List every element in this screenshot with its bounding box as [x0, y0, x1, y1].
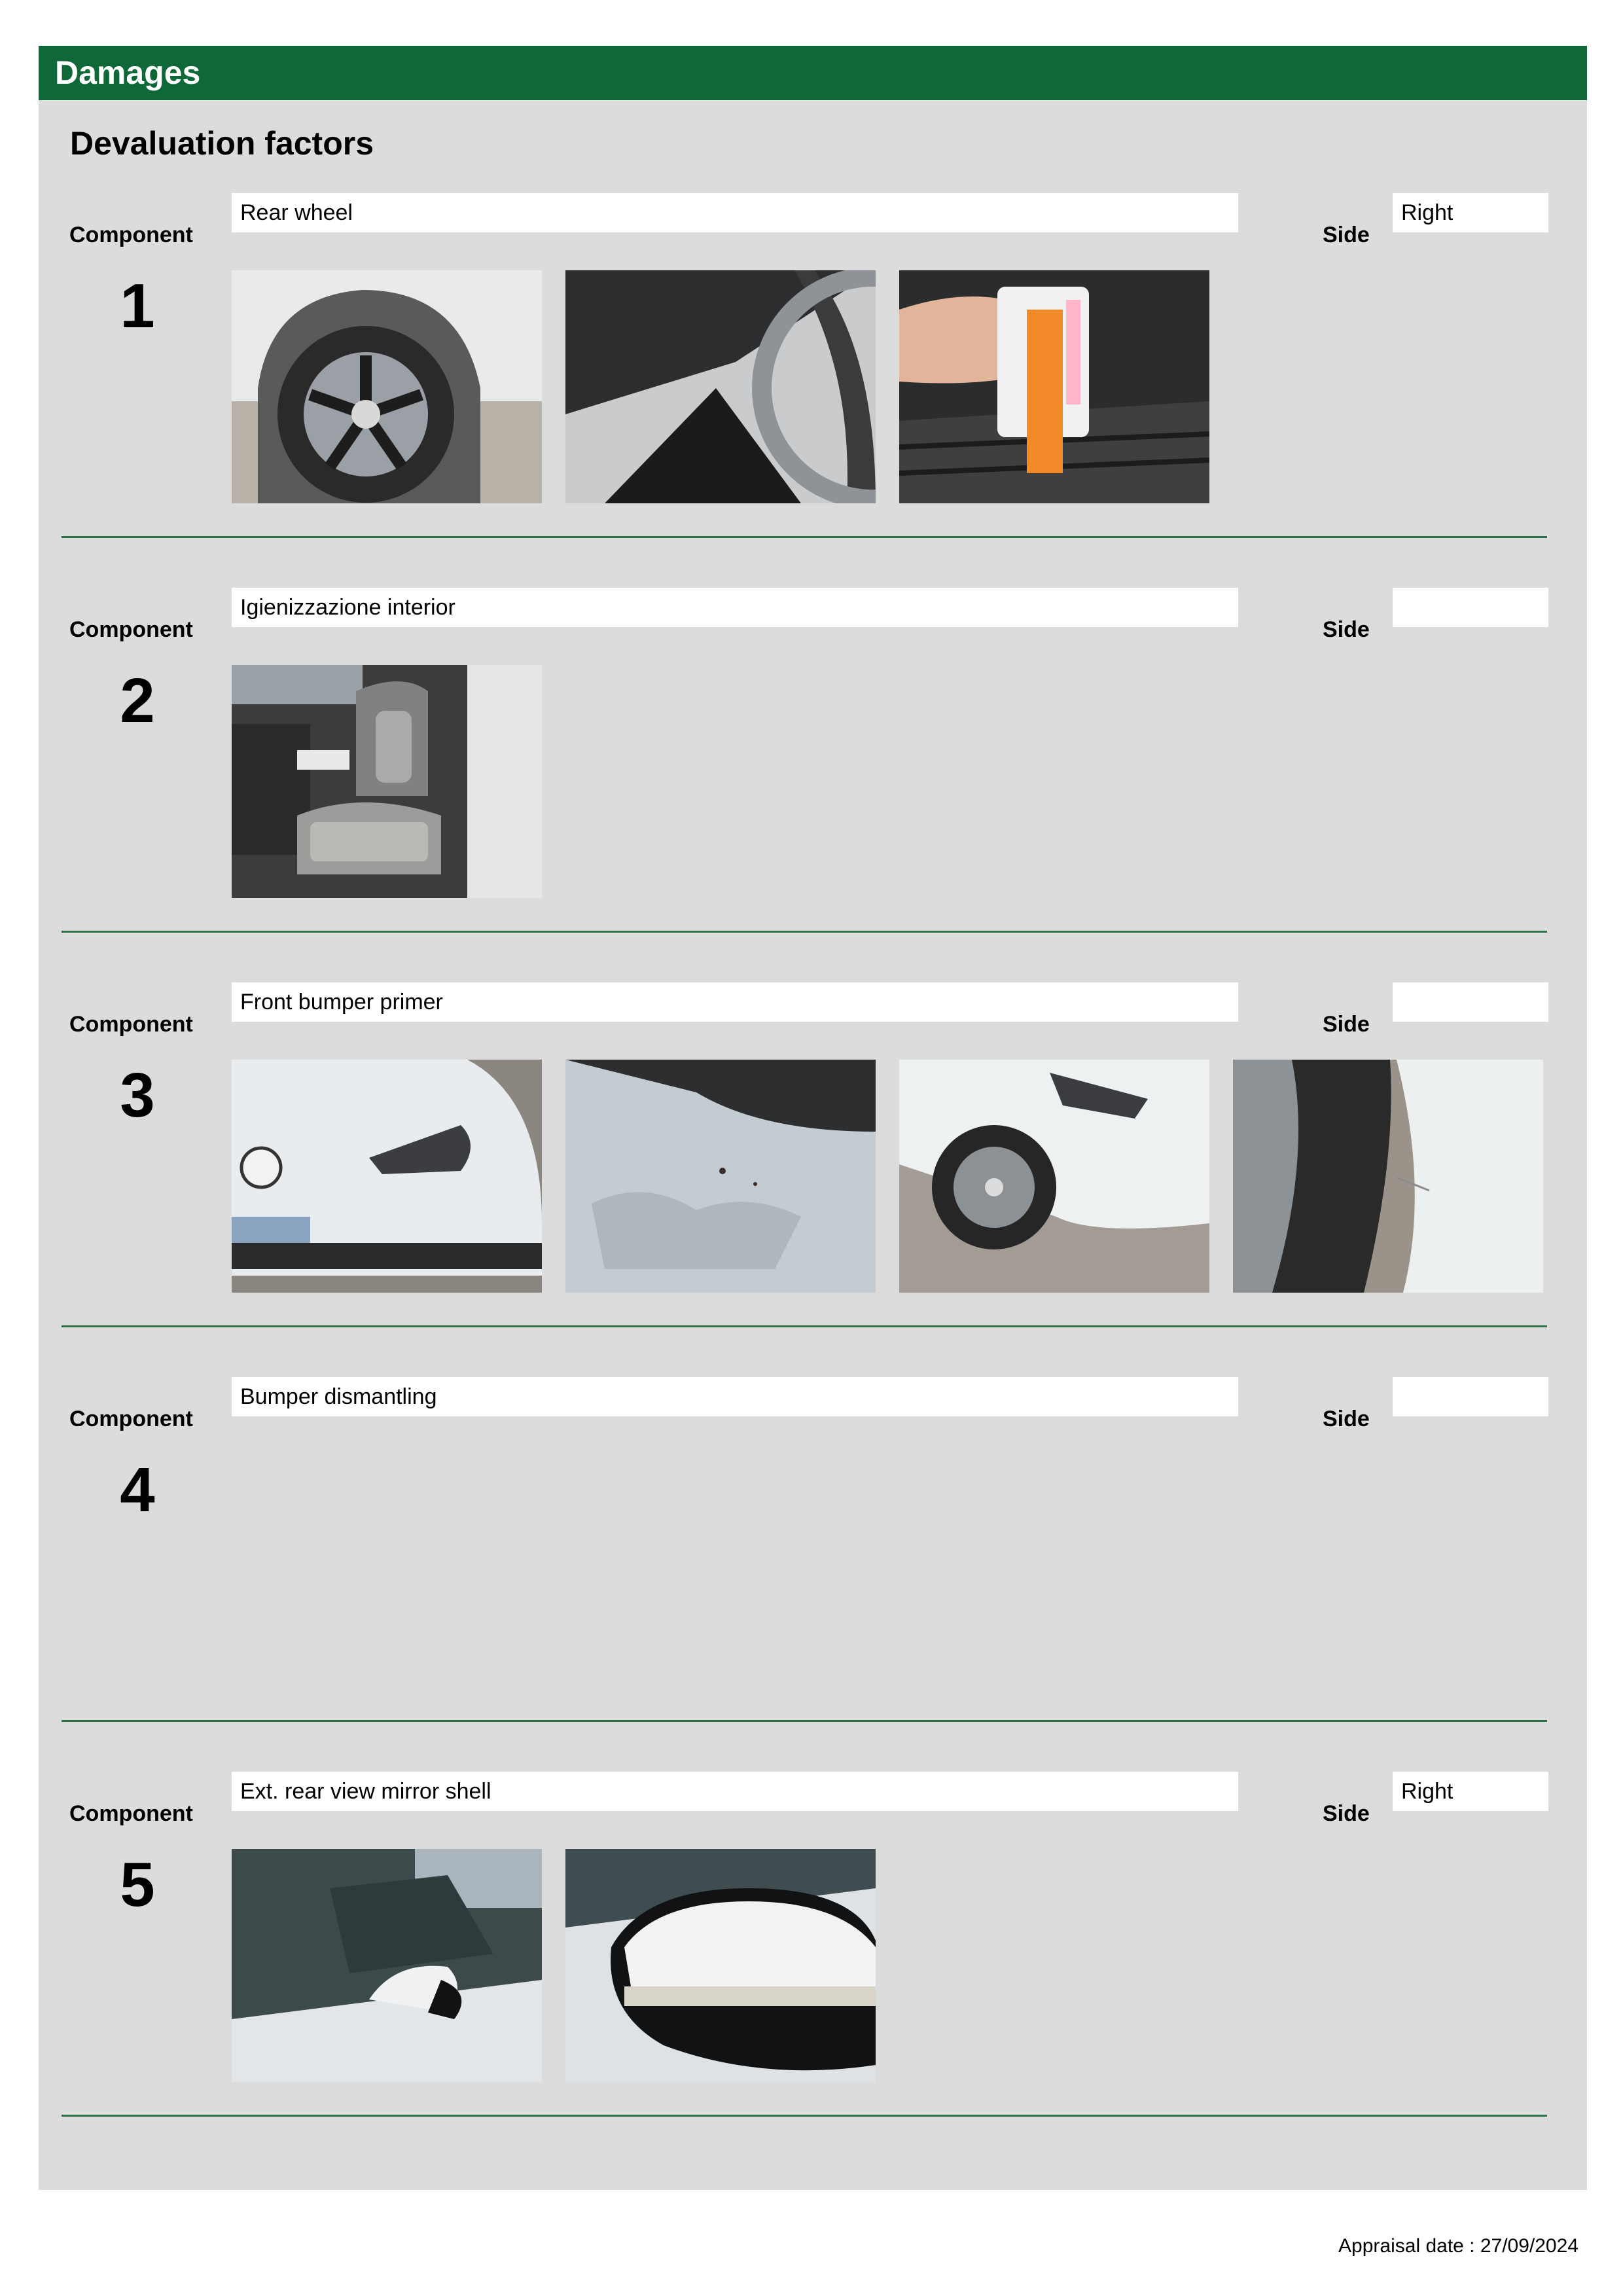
- section-title: Devaluation factors: [70, 125, 374, 162]
- entry-divider: [62, 931, 1547, 933]
- entry-number: 2: [120, 666, 155, 736]
- entry-divider: [62, 1325, 1547, 1327]
- component-field: Bumper dismantling: [232, 1377, 1238, 1416]
- damage-entry-1: [0, 193, 1623, 588]
- damage-entry-4: [0, 1377, 1623, 1772]
- component-field: Rear wheel: [232, 193, 1238, 232]
- side-field: [1393, 982, 1548, 1022]
- bumper-primer-closeup-photo[interactable]: [565, 1060, 876, 1293]
- component-label: Component: [69, 223, 193, 247]
- tread-depth-gauge-photo[interactable]: [899, 270, 1209, 503]
- component-label: Component: [69, 1801, 193, 1826]
- front-bumper-overview-photo[interactable]: [232, 1060, 542, 1293]
- entry-divider: [62, 536, 1547, 538]
- mirror-shell-closeup-photo[interactable]: [565, 1849, 876, 2082]
- damage-entry-5: [0, 1772, 1623, 2166]
- side-label: Side: [1323, 1407, 1370, 1431]
- entry-number: 3: [120, 1060, 155, 1130]
- side-field: Right: [1393, 1772, 1548, 1811]
- rim-scratch-closeup-photo[interactable]: [565, 270, 876, 503]
- component-field: Ext. rear view mirror shell: [232, 1772, 1238, 1811]
- component-label: Component: [69, 1012, 193, 1037]
- component-field: Igienizzazione interior: [232, 588, 1238, 627]
- side-field: Right: [1393, 193, 1548, 232]
- side-label: Side: [1323, 1801, 1370, 1826]
- entry-number: 4: [120, 1455, 155, 1525]
- rear-wheel-overview-photo[interactable]: [232, 270, 542, 503]
- section-header: Damages: [39, 46, 1587, 100]
- side-label: Side: [1323, 223, 1370, 247]
- component-label: Component: [69, 1407, 193, 1431]
- entry-divider: [62, 1720, 1547, 1722]
- component-field: Front bumper primer: [232, 982, 1238, 1022]
- damage-entry-3: [0, 982, 1623, 1377]
- appraisal-date: Appraisal date : 27/09/2024: [1338, 2235, 1578, 2257]
- component-label: Component: [69, 617, 193, 642]
- entry-divider: [62, 2115, 1547, 2117]
- front-wheel-bumper-photo[interactable]: [899, 1060, 1209, 1293]
- driver-seat-interior-photo[interactable]: [232, 665, 542, 898]
- entry-number: 1: [120, 271, 155, 341]
- entry-number: 5: [120, 1850, 155, 1920]
- side-label: Side: [1323, 1012, 1370, 1037]
- mirror-side-view-photo[interactable]: [232, 1849, 542, 2082]
- side-label: Side: [1323, 617, 1370, 642]
- side-field: [1393, 1377, 1548, 1416]
- bumper-corner-photo[interactable]: [1233, 1060, 1543, 1293]
- damage-entry-2: [0, 588, 1623, 982]
- side-field: [1393, 588, 1548, 627]
